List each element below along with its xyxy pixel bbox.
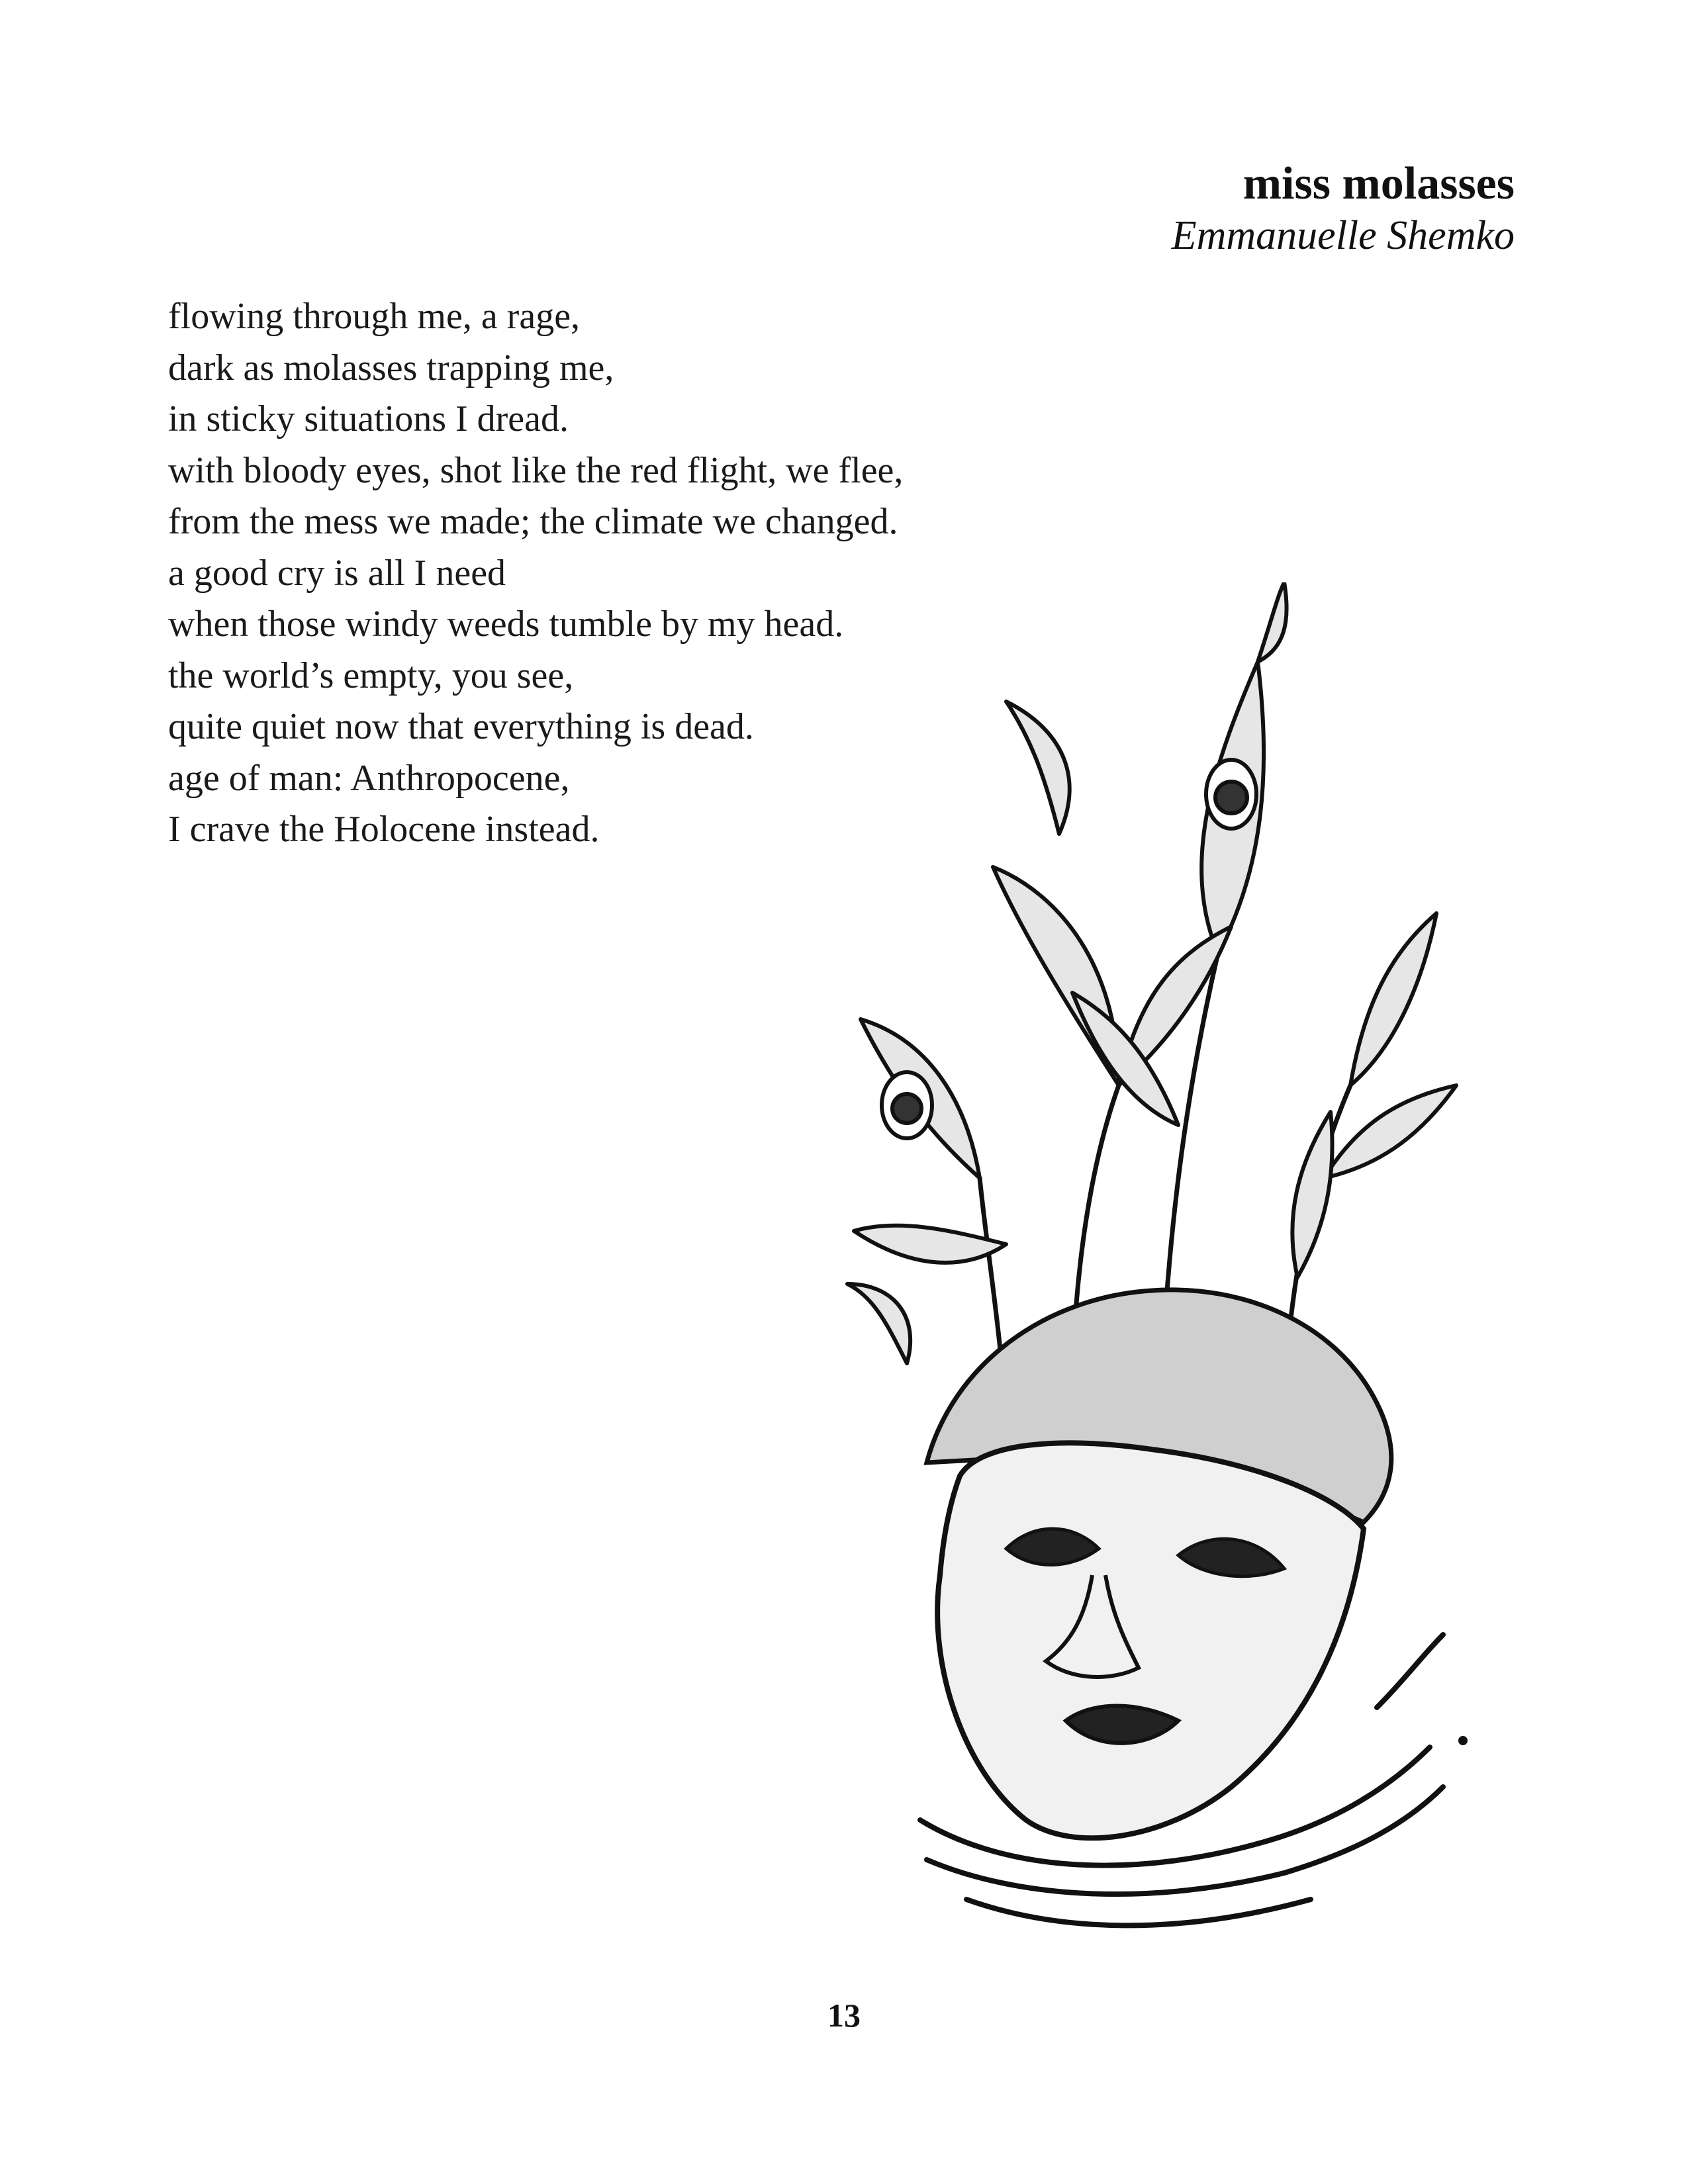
poem-line: a good cry is all I need: [168, 552, 506, 594]
face: [937, 1443, 1364, 1838]
poem-line: age of man: Anthropocene,: [168, 757, 570, 799]
poem-line: the world’s empty, you see,: [168, 655, 574, 696]
poem-author: Emmanuelle Shemko: [1171, 213, 1515, 258]
poem-line: I crave the Holocene instead.: [168, 809, 600, 850]
page-number: 13: [827, 1997, 861, 2034]
leaf: [1350, 913, 1436, 1085]
poem-line: quite quiet now that everything is dead.: [168, 706, 754, 747]
ink-dot: [1458, 1736, 1468, 1745]
water-ripple: [966, 1899, 1311, 1925]
leaf: [847, 1284, 910, 1363]
poem-line: in sticky situations I dread.: [168, 398, 569, 439]
poem-title: miss molasses: [1243, 158, 1515, 209]
poem-header: [1172, 158, 1515, 261]
water-ripple: [1377, 1635, 1443, 1707]
leaf: [1258, 582, 1287, 662]
leaf: [1292, 1112, 1332, 1277]
poem-line: with bloody eyes, shot like the red flight, we flee,: [168, 449, 904, 491]
leaf: [854, 1226, 1006, 1263]
leaf: [1006, 702, 1070, 834]
poem-line: from the mess we made; the climate we changed.: [168, 501, 898, 542]
poem-body: [168, 291, 903, 856]
poem-line: when those windy weeds tumble by my head.: [168, 604, 844, 645]
ink-drawing-face-with-plants-icon: [808, 582, 1470, 1946]
poem-line: flowing through me, a rage,: [168, 296, 581, 337]
poem-line: dark as molasses trapping me,: [168, 347, 614, 388]
